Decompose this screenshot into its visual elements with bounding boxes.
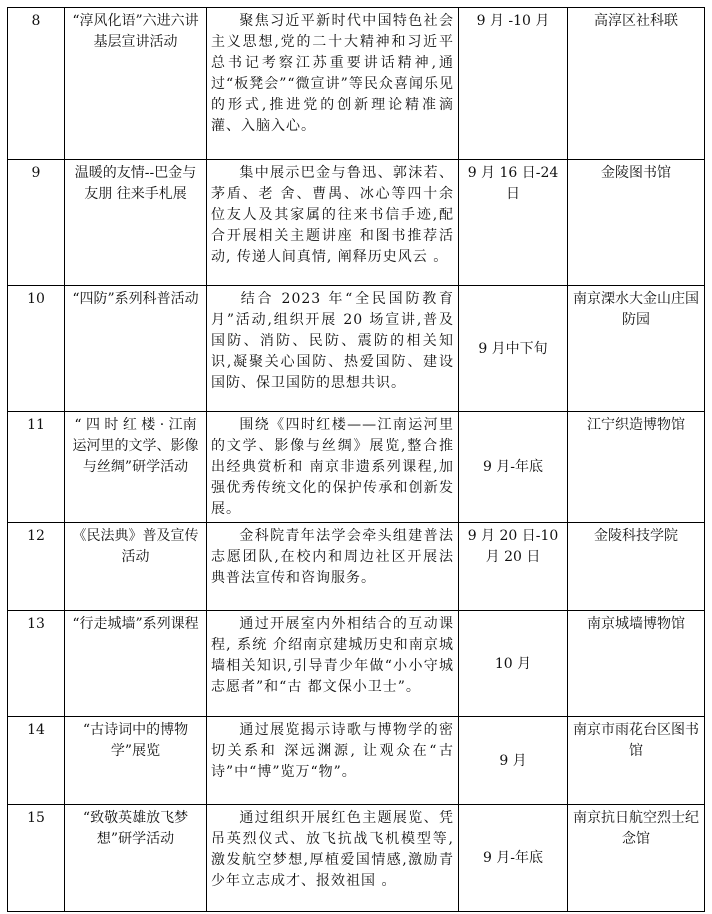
row-number: 11	[8, 412, 65, 523]
activity-name: “致敬英雄放飞梦想”研学活动	[65, 805, 207, 912]
organizer: 南京市雨花台区图书馆	[568, 717, 705, 805]
organizer: 南京城墙博物馆	[568, 611, 705, 717]
organizer: 南京抗日航空烈士纪念馆	[568, 805, 705, 912]
activity-time: 10 月	[459, 611, 568, 717]
table-row	[8, 412, 705, 523]
table-row	[8, 8, 705, 160]
activity-name: “淳风化语”六进六讲基层宣讲活动	[65, 8, 207, 160]
organizer: 金陵图书馆	[568, 160, 705, 286]
activity-name: “行走城墙”系列课程	[65, 611, 207, 717]
activity-description: 结合 2023 年“全民国防教育月”活动,组织开展 20 场宣讲,普及国防、消防、民防、震防的相关知识,凝聚关心国防、热爱国防、建设国防、保卫国防的思想共识。	[207, 286, 459, 412]
activity-description: 集中展示巴金与鲁迅、郭沫若、茅盾、老 舍、曹禺、冰心等四十余位友人及其家属的往来书信手迹,配合开展相关主题讲座 和图书推荐活动, 传递人间真情, 阐释历史风云 。	[207, 160, 459, 286]
organizer: 南京溧水大金山庄国防园	[568, 286, 705, 412]
activity-time: 9 月	[459, 717, 568, 805]
organizer: 江宁织造博物馆	[568, 412, 705, 523]
activity-description: 通过组织开展红色主题展览、凭吊英烈仪式、放飞抗战飞机模型等,激发航空梦想,厚植爱国情感,激励青少年立志成才、报效祖国 。	[207, 805, 459, 912]
activity-time: 9 月 16 日-24 日	[459, 160, 568, 286]
table-row	[8, 611, 705, 717]
table-row	[8, 286, 705, 412]
organizer: 金陵科技学院	[568, 523, 705, 611]
activity-time: 9 月中下旬	[459, 286, 568, 412]
row-number: 14	[8, 717, 65, 805]
table-row	[8, 717, 705, 805]
activity-time: 9 月 -10 月	[459, 8, 568, 160]
table-row	[8, 805, 705, 912]
activity-time: 9 月-年底	[459, 412, 568, 523]
activity-description: 通过开展室内外相结合的互动课程, 系统 介绍南京建城历史和南京城墙相关知识,引导青少年做“小小守城志愿者”和“古 都文保小卫士”。	[207, 611, 459, 717]
activity-name: “ 四 时 红 楼 · 江南运河里的文学、影像与丝绸”研学活动	[65, 412, 207, 523]
activity-description: 金科院青年法学会牵头组建普法志愿团队,在校内和周边社区开展法典普法宣传和咨询服务。	[207, 523, 459, 611]
row-number: 12	[8, 523, 65, 611]
activity-time: 9 月 20 日-10 月 20 日	[459, 523, 568, 611]
row-number: 13	[8, 611, 65, 717]
row-number: 9	[8, 160, 65, 286]
activity-time: 9 月-年底	[459, 805, 568, 912]
row-number: 8	[8, 8, 65, 160]
activity-description: 通过展览揭示诗歌与博物学的密切关系和 深远渊源, 让观众在“古诗”中“博”览万“物”。	[207, 717, 459, 805]
activity-name: “四防”系列科普活动	[65, 286, 207, 412]
activity-name: “古诗词中的博物学”展览	[65, 717, 207, 805]
row-number: 15	[8, 805, 65, 912]
activity-name: 温暖的友情--巴金与友朋 往来手札展	[65, 160, 207, 286]
activity-description: 围绕《四时红楼——江南运河里的文学、影像与丝绸》展览,整合推出经典赏析和 南京非遗系列课程,加强优秀传统文化的保护传承和创新发展。	[207, 412, 459, 523]
table-row	[8, 523, 705, 611]
activity-description: 聚焦习近平新时代中国特色社会主义思想,党的二十大精神和习近平总书记考察江苏重要讲话精神,通过“板凳会”“微宣讲”等民众喜闻乐见的形式,推进党的创新理论精准滴灌、入脑入心。	[207, 8, 459, 160]
activity-schedule-table	[7, 7, 705, 912]
organizer: 高淳区社科联	[568, 8, 705, 160]
row-number: 10	[8, 286, 65, 412]
table-row	[8, 160, 705, 286]
activity-name: 《民法典》普及宣传活动	[65, 523, 207, 611]
